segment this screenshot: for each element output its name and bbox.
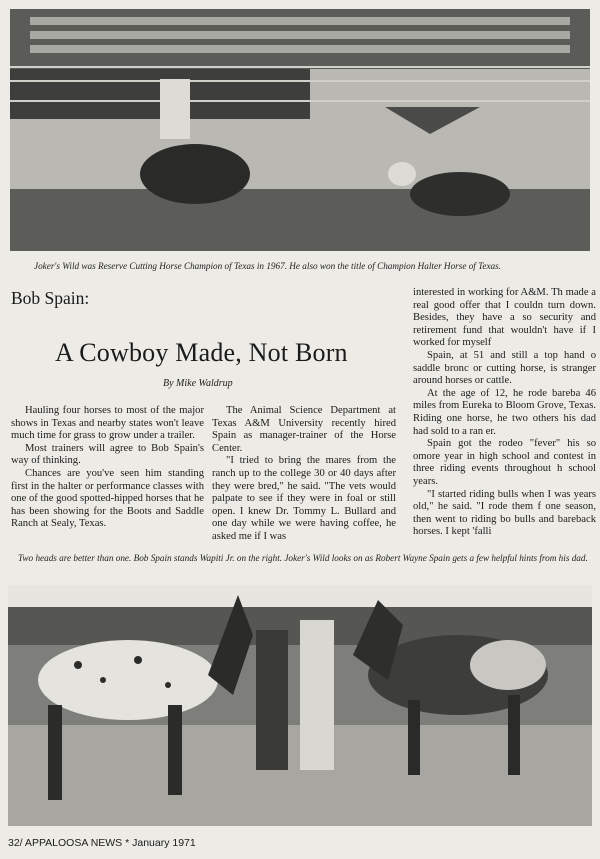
article-column-3 (413, 287, 596, 539)
top-photo-cutting-horse (10, 9, 590, 251)
article-column-1 (11, 405, 204, 531)
article-column-2 (212, 405, 396, 544)
paragraph: Spain got the rodeo "fever" his so omore year in high school and contest in three riding events throughout h school years. (413, 438, 596, 487)
paragraph: The Animal Science Department at Texas A&M University recently hired Spain as manager-trainer of the Horse Center. (212, 405, 396, 454)
top-photo-caption: Joker's Wild was Reserve Cutting Horse Champion of Texas in 1967. He also won the title of Champion Halter Horse of Texas. (34, 261, 502, 271)
paragraph: Spain, at 51 and still a top hand o saddle bronc or cutting horse, is stranger around horses or cattle. (413, 349, 596, 387)
paragraph: "I tried to bring the mares from the ranch up to the college 30 or 40 days after they were bred," he said. "The vets would palpate to see if they were in foal or still open. I knew Dr. Tommy L. Bullard and one day while we were having coffee, he asked me if I was (212, 455, 396, 542)
bottom-photo-caption: Two heads are better than one. Bob Spain stands Wapiti Jr. on the right. Joker's Wild looks on as Robert Wayne Spain gets a few helpful hints from his dad. (18, 553, 588, 563)
headline: A Cowboy Made, Not Born (55, 338, 348, 367)
paragraph: Hauling four horses to most of the major shows in Texas and nearby states won't leave much time for grass to grow under a trailer. (11, 405, 204, 442)
paragraph: Most trainers will agree to Bob Spain's way of thinking. (11, 442, 204, 467)
paragraph: interested in working for A&M. Th made a real good offer that I couldn turn down. Besides, they have a so security and retirement fund that wouldn't have if I worked for myself (413, 287, 596, 349)
paragraph: "I started riding bulls when I was years old," he said. "I rode them f one season, then went to riding bo bulls and bareback horses. I kept 'falli (413, 488, 596, 538)
byline: By Mike Waldrup (163, 378, 233, 389)
bottom-photo-horses-and-men (8, 585, 592, 826)
paragraph: At the age of 12, he rode bareba 46 miles from Eureka to Bloom Grove, Texas. Riding one horse, he two others his dad had sold to a ran er. (413, 387, 596, 437)
page-footer: 32/ APPALOOSA NEWS * January 1971 (8, 837, 196, 849)
paragraph: Chances are you've seen him standing first in the halter or performance classes with one of the good spotted-hipped horses that he has been showing for the Boots and Saddle Ranch at Sealy, Texas. (11, 467, 204, 530)
kicker: Bob Spain: (11, 288, 90, 308)
